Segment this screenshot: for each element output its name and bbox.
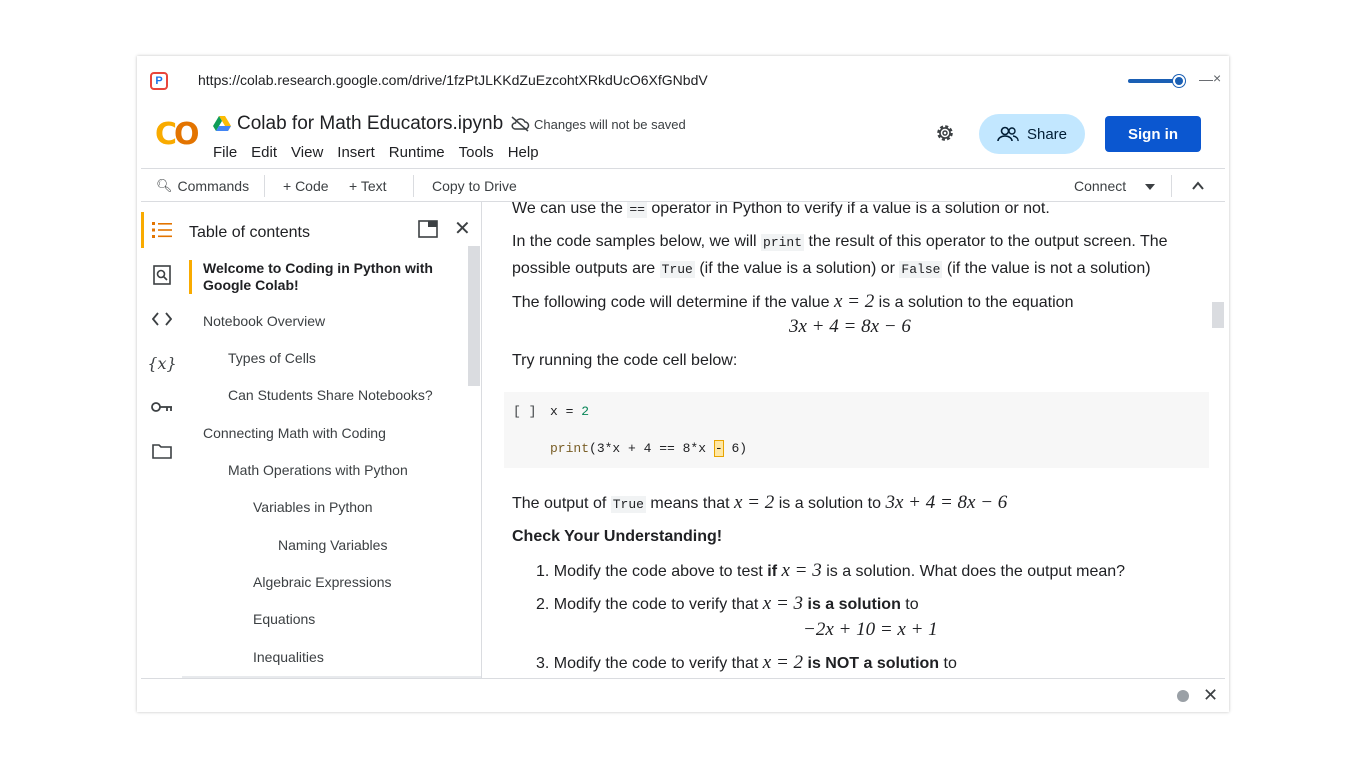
paragraph-operator: We can use the == operator in Python to verify if a value is a solution or not. — [512, 202, 1050, 217]
menu-edit[interactable]: Edit — [251, 144, 278, 161]
toc-item-types-of-cells[interactable]: Types of Cells — [228, 350, 316, 366]
toc-item-welcome[interactable]: Welcome to Coding in Python with Google Colab! — [189, 260, 459, 294]
share-button[interactable] — [979, 114, 1085, 154]
toc-item-inequalities[interactable]: Inequalities — [253, 649, 324, 665]
menu-view[interactable]: View — [291, 144, 324, 161]
chevron-down-icon[interactable] — [1144, 183, 1156, 191]
toc-item-connecting-math[interactable]: Connecting Math with Coding — [203, 425, 386, 441]
share-label: Share — [1026, 125, 1068, 143]
people-icon — [997, 126, 1019, 142]
menu-runtime[interactable]: Runtime — [388, 144, 445, 161]
chevron-up-icon[interactable] — [1192, 181, 1204, 190]
toc-title: Table of contents — [189, 224, 310, 241]
toc-item-notebook-overview[interactable]: Notebook Overview — [203, 313, 326, 329]
add-code-button[interactable]: + Code — [283, 178, 329, 194]
add-text-button[interactable]: + Text — [349, 178, 387, 194]
notebook-title[interactable]: Colab for Math Educators.ipynb — [237, 113, 504, 134]
zoom-slider[interactable] — [1128, 79, 1178, 83]
google-drive-icon[interactable] — [213, 116, 231, 132]
colab-logo[interactable]: CO — [155, 117, 197, 152]
variables-icon[interactable]: {x} — [147, 353, 177, 373]
open-in-tab-icon[interactable] — [418, 220, 438, 238]
toc-item-share-notebooks[interactable]: Can Students Share Notebooks? — [228, 387, 433, 403]
code-snippets-icon[interactable] — [151, 308, 173, 330]
toc-item-variables[interactable]: Variables in Python — [253, 499, 373, 515]
colab-header — [137, 106, 1229, 166]
side-rail — [141, 202, 182, 678]
app-logo-icon: P — [150, 72, 168, 90]
bottom-status-bar — [141, 678, 1225, 712]
toc-scrollbar[interactable] — [468, 246, 480, 386]
close-icon[interactable]: ✕ — [454, 218, 471, 240]
key-icon[interactable] — [151, 396, 173, 418]
paragraph-print: In the code samples below, we will print the result of this operator to the output screen. The possible outputs are True (if the value is a solution) or False (if the value is not a solution) — [512, 233, 1168, 277]
code-cell[interactable] — [504, 392, 1209, 468]
minimize-button[interactable]: — — [1199, 71, 1213, 87]
menu-file[interactable]: File — [213, 144, 238, 161]
toc-item-naming-variables[interactable]: Naming Variables — [278, 537, 388, 553]
table-of-contents-icon[interactable] — [151, 219, 173, 241]
toc-item-equations[interactable]: Equations — [253, 611, 316, 627]
commands-label: Commands — [177, 178, 250, 194]
run-cell-button[interactable]: [ ] — [513, 404, 537, 419]
search-icon: 🔍︎ — [156, 178, 173, 193]
question-1: 1. Modify the code above to test if x = 3 is a solution. What does the output mean? — [536, 560, 1126, 581]
url-bar — [137, 56, 1229, 106]
equation-1: 3x + 4 = 8x − 6 — [789, 316, 911, 337]
question-2: 2. Modify the code to verify that x = 3 is a solution to — [536, 593, 919, 614]
table-of-contents-panel — [182, 202, 482, 678]
cloud-off-icon — [510, 116, 530, 132]
toc-item-math-operations[interactable]: Math Operations with Python — [228, 462, 408, 478]
menu-help[interactable]: Help — [507, 144, 539, 161]
find-replace-icon[interactable] — [151, 264, 173, 286]
menu-tools[interactable]: Tools — [458, 144, 494, 161]
equation-2: −2x + 10 = x + 1 — [803, 619, 938, 640]
close-status-icon[interactable]: ✕ — [1203, 685, 1219, 705]
check-understanding-heading: Check Your Understanding! — [512, 528, 723, 545]
unsaved-status: Changes will not be saved — [534, 117, 686, 132]
browser-window — [137, 56, 1229, 712]
code-line-2[interactable]: print(3*x + 4 == 8*x - 6) — [550, 441, 748, 456]
status-dot-icon — [1177, 690, 1189, 702]
notebook-toolbar — [141, 168, 1225, 202]
commands-button[interactable] — [156, 178, 249, 194]
connect-button[interactable]: Connect — [1074, 178, 1127, 194]
folder-icon[interactable] — [151, 440, 173, 462]
menu-insert[interactable]: Insert — [337, 144, 375, 161]
zoom-slider-knob[interactable] — [1173, 75, 1185, 87]
menu-bar — [213, 144, 553, 161]
url-text[interactable]: https://colab.research.google.com/drive/1fzPtJLKKdZuEzcohtXRkdUcO6XfGNbdV — [198, 72, 708, 88]
sign-in-button[interactable]: Sign in — [1105, 116, 1201, 152]
text-cursor: - — [714, 441, 723, 456]
paragraph-determine: The following code will determine if the value x = 2 is a solution to the equation — [512, 291, 1074, 312]
notebook-content — [483, 202, 1229, 678]
paragraph-output-true: The output of True means that x = 2 is a solution to 3x + 4 = 8x − 6 — [512, 492, 1008, 513]
content-scrollbar[interactable] — [1212, 302, 1224, 328]
question-3: 3. Modify the code to verify that x = 2 is NOT a solution to — [536, 652, 957, 673]
gear-icon[interactable] — [934, 122, 956, 144]
active-indicator — [141, 212, 144, 248]
toc-item-algebraic-expressions[interactable]: Algebraic Expressions — [253, 574, 392, 590]
copy-to-drive-button[interactable]: Copy to Drive — [432, 178, 517, 194]
code-line-1[interactable]: x = 2 — [550, 404, 590, 419]
paragraph-try-running: Try running the code cell below: — [512, 352, 738, 369]
close-window-button[interactable]: × — [1213, 70, 1222, 86]
